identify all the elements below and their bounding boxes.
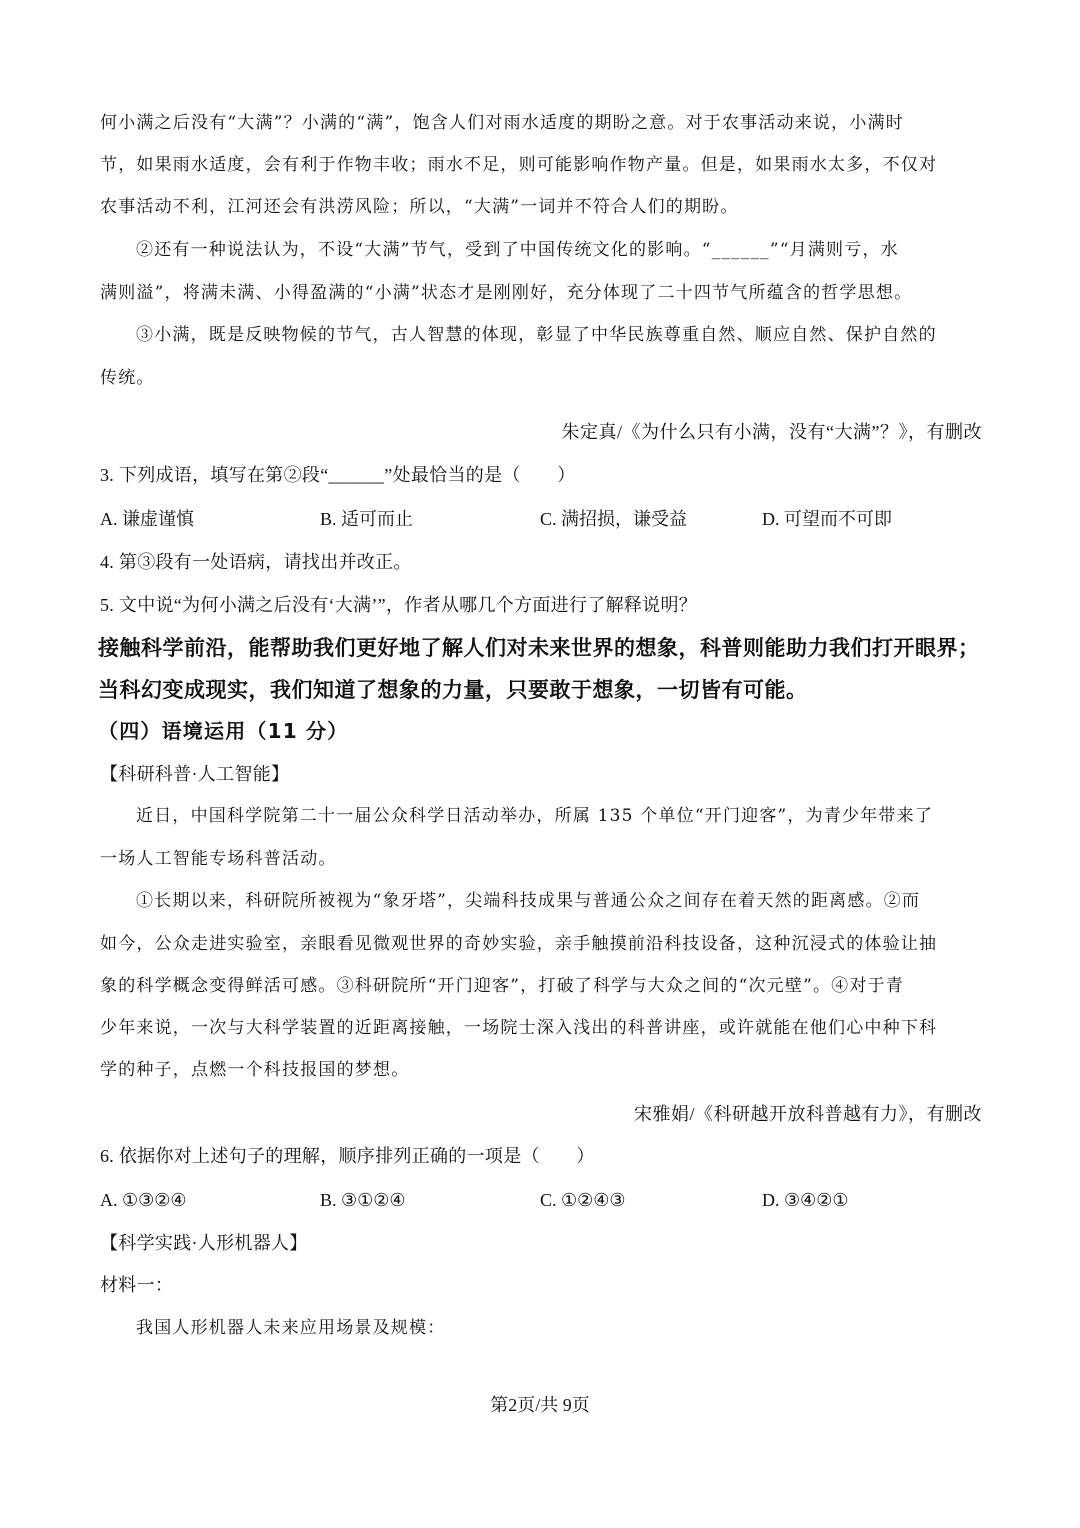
passage-line: 何小满之后没有“大满”？小满的“满”，饱含人们对雨水适度的期盼之意。对于农事活动来说，小满时: [100, 113, 904, 133]
material-label: 材料一：: [100, 1275, 174, 1295]
q3-option-d: D. 可望而不可即: [762, 509, 892, 529]
q6-option-d: D. ③④②①: [762, 1190, 849, 1210]
page-footer: 第2页/共 9页: [490, 1395, 590, 1415]
subsection-title: 【科研科普·人工智能】: [100, 764, 290, 784]
banner-line: 接触科学前沿，能帮助我们更好地了解人们对未来世界的想象，科普则能助力我们打开眼界；: [98, 636, 980, 660]
q6-option-b: B. ③①②④: [320, 1190, 406, 1210]
material-caption: 我国人形机器人未来应用场景及规模：: [136, 1318, 446, 1338]
q6-option-c: C. ①②④③: [540, 1190, 626, 1210]
question-4: 4. 第③段有一处语病，请找出并改正。: [100, 552, 412, 572]
passage-line: ②还有一种说法认为，不设“大满”节气，受到了中国传统文化的影响。“______”“月满则亏，水: [136, 240, 899, 260]
source-citation: 宋雅娟/《科研越开放科普越有力》，有删改: [634, 1104, 982, 1124]
passage-line: 节，如果雨水适度，会有利于作物丰收；雨水不足，则可能影响作物产量。但是，如果雨水太多，不仅对: [100, 155, 938, 175]
passage-line: 近日，中国科学院第二十一届公众科学日活动举办，所属 135 个单位“开门迎客”，为青少年带来了: [136, 806, 934, 826]
banner-line: 当科幻变成现实，我们知道了想象的力量，只要敢于想象，一切皆有可能。: [98, 678, 808, 702]
source-citation: 朱定真/《为什么只有小满，没有“大满”？》，有删改: [561, 422, 982, 442]
passage-line: ①长期以来，科研院所被视为“象牙塔”，尖端科技成果与普通公众之间存在着天然的距离感。②而: [136, 891, 921, 911]
q3-option-b: B. 适可而止: [320, 509, 414, 529]
passage-line: 象的科学概念变得鲜活可感。③科研院所“开门迎客”，打破了科学与大众之间的“次元壁”。④对于青: [100, 976, 904, 996]
passage-line: 传统。: [100, 368, 155, 388]
q3-option-c: C. 满招损，谦受益: [540, 509, 688, 529]
question-3-stem: 3. 下列成语，填写在第②段“______”处最恰当的是（ ）: [100, 465, 576, 485]
question-5: 5. 文中说“为何小满之后没有‘大满’”，作者从哪几个方面进行了解释说明？: [100, 595, 698, 615]
passage-line: 一场人工智能专场科普活动。: [100, 849, 337, 869]
passage-line: 如今，公众走进实验室，亲眼看见微观世界的奇妙实验，亲手触摸前沿科技设备，这种沉浸式的体验让抽: [100, 934, 938, 954]
q3-option-a: A. 谦虚谨慎: [100, 509, 194, 529]
passage-line: ③小满，既是反映物候的节气，古人智慧的体现，彰显了中华民族尊重自然、顺应自然、保护自然的: [136, 325, 937, 345]
question-6-stem: 6. 依据你对上述句子的理解，顺序排列正确的一项是（ ）: [100, 1146, 595, 1166]
section-title: （四）语境运用（11 分）: [98, 719, 349, 743]
passage-line: 满则溢”，将满未满、小得盈满的“小满”状态才是刚刚好，充分体现了二十四节气所蕴含的哲学思想。: [100, 283, 913, 303]
passage-line: 少年来说，一次与大科学装置的近距离接触，一场院士深入浅出的科普讲座，或许就能在他们心中种下科: [100, 1018, 938, 1038]
q6-option-a: A. ①③②④: [100, 1190, 187, 1210]
passage-line: 农事活动不利，江河还会有洪涝风险；所以，“大满”一词并不符合人们的期盼。: [100, 197, 739, 217]
passage-line: 学的种子，点燃一个科技报国的梦想。: [100, 1060, 410, 1080]
subsection-title: 【科学实践·人形机器人】: [100, 1233, 308, 1253]
